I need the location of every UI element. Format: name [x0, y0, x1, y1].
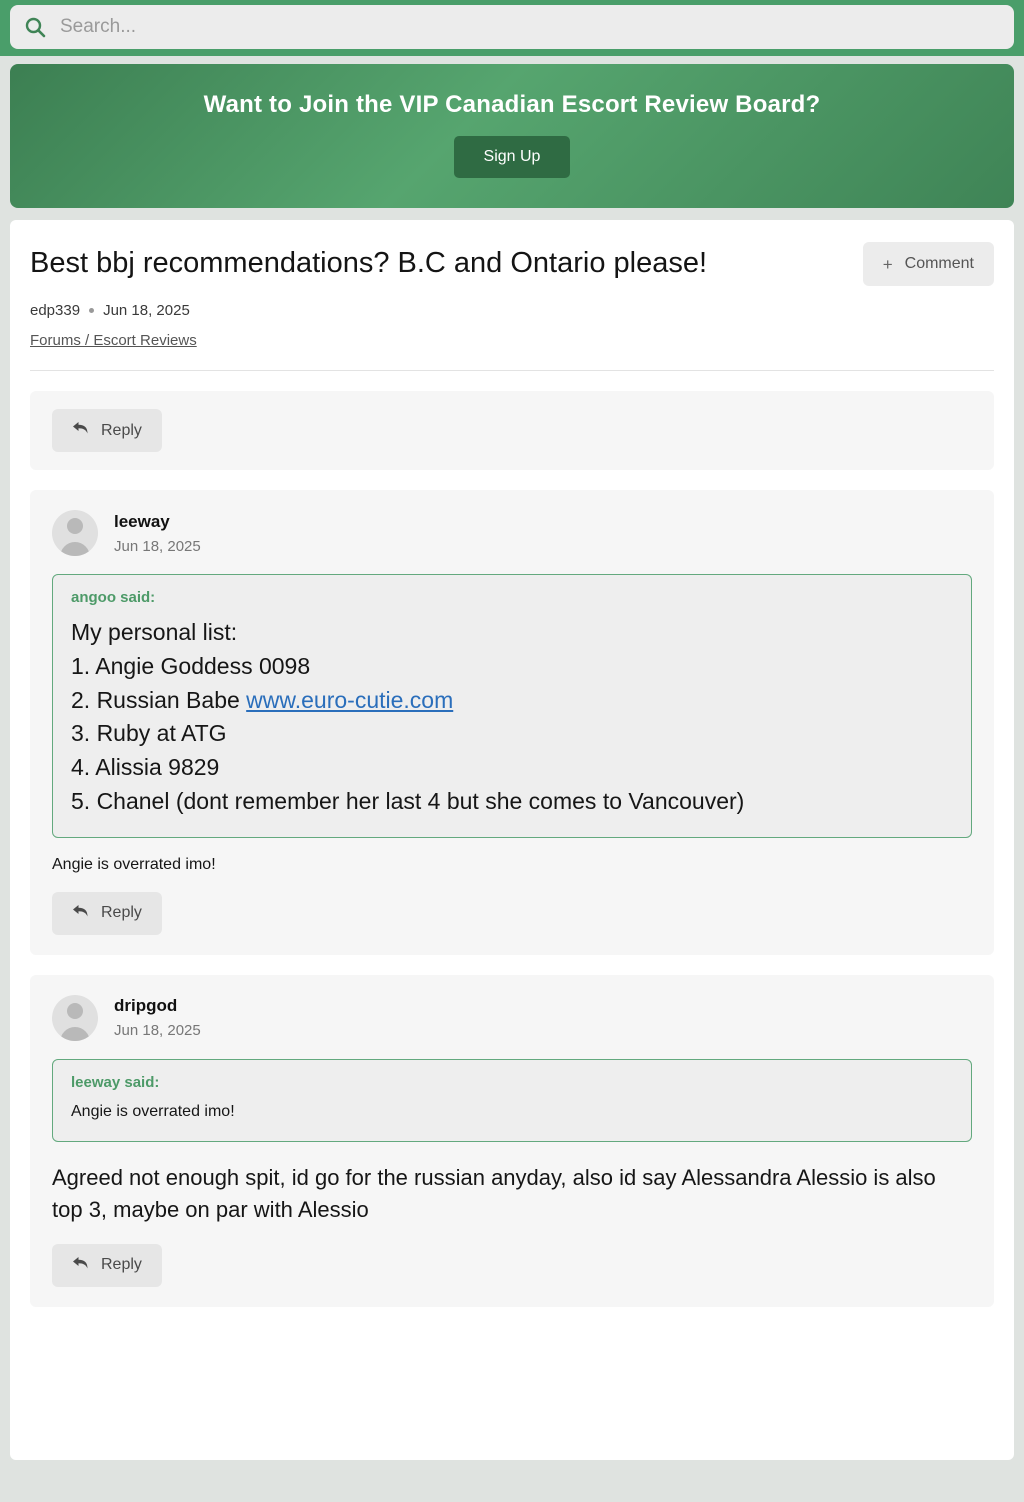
reply-button-thread[interactable] — [52, 409, 162, 452]
add-comment-label: Comment — [904, 255, 974, 272]
quote-line: 1. Angie Goddess 0098 — [71, 652, 311, 679]
quote-line — [71, 684, 953, 718]
user-avatar-icon — [52, 510, 98, 556]
search-bar — [0, 0, 1024, 56]
reply-arrow-icon — [72, 1256, 89, 1275]
reply-button-post[interactable] — [52, 892, 162, 935]
thread-card — [10, 220, 1014, 1460]
header-divider — [30, 370, 994, 371]
banner-title: Want to Join the VIP Canadian Escort Review Board? — [203, 91, 821, 118]
post-author: dripgod — [114, 996, 178, 1016]
post-body: Angie is overrated imo! — [52, 855, 216, 873]
post-date: Jun 18, 2025 — [114, 1022, 201, 1040]
reply-label-post: Reply — [101, 904, 142, 922]
quote-author: angoo said: — [71, 589, 156, 606]
search-box[interactable] — [10, 5, 1014, 49]
reply-button-post[interactable] — [52, 1244, 162, 1287]
quote-line: My personal list: — [71, 619, 238, 645]
sign-up-button[interactable]: Sign Up — [454, 136, 571, 178]
post-author-row — [52, 510, 972, 556]
quote-body: Angie is overrated imo! — [71, 1102, 235, 1120]
post-body: Agreed not enough spit, id go for the russian anyday, also id say Alessandra Alessio is also top 3, maybe on par with Alessio — [52, 1165, 936, 1223]
page-title: Best bbj recommendations? B.C and Ontario please! — [30, 247, 708, 279]
quote-external-link[interactable]: www.euro-cutie.com — [246, 686, 454, 713]
post-date: Jun 18, 2025 — [114, 537, 201, 555]
quoted-post — [52, 1059, 972, 1142]
quote-line: 4. Alissia 9829 — [71, 754, 220, 781]
thread-header — [30, 242, 994, 286]
user-avatar-icon — [52, 995, 98, 1041]
post-author-row — [52, 995, 972, 1041]
reply-arrow-icon — [72, 421, 89, 440]
search-input[interactable] — [58, 15, 1000, 39]
plus-icon: + — [882, 254, 893, 274]
breadcrumb[interactable]: Forums / Escort Reviews — [30, 332, 197, 349]
post-item — [30, 490, 994, 955]
quote-line-prefix: 2. Russian Babe — [71, 686, 247, 713]
post-author: leeway — [114, 511, 170, 531]
post-item — [30, 975, 994, 1307]
search-icon — [24, 16, 46, 38]
thread-meta — [30, 302, 994, 319]
quote-body — [71, 616, 953, 819]
thread-date: Jun 18, 2025 — [103, 302, 190, 319]
quoted-post — [52, 574, 972, 838]
quote-line: 5. Chanel (dont remember her last 4 but she comes to Vancouver) — [71, 787, 745, 814]
add-comment-button[interactable] — [863, 242, 994, 286]
thread-author: edp339 — [30, 302, 81, 319]
quote-line: 3. Ruby at ATG — [71, 720, 227, 747]
separator-dot-icon — [89, 308, 94, 313]
thread-reply-bar — [30, 391, 994, 470]
reply-label-thread: Reply — [101, 421, 142, 439]
reply-label-post: Reply — [101, 1256, 142, 1274]
vip-signup-banner — [10, 64, 1014, 208]
quote-author: leeway said: — [71, 1073, 160, 1091]
reply-arrow-icon — [72, 904, 89, 923]
